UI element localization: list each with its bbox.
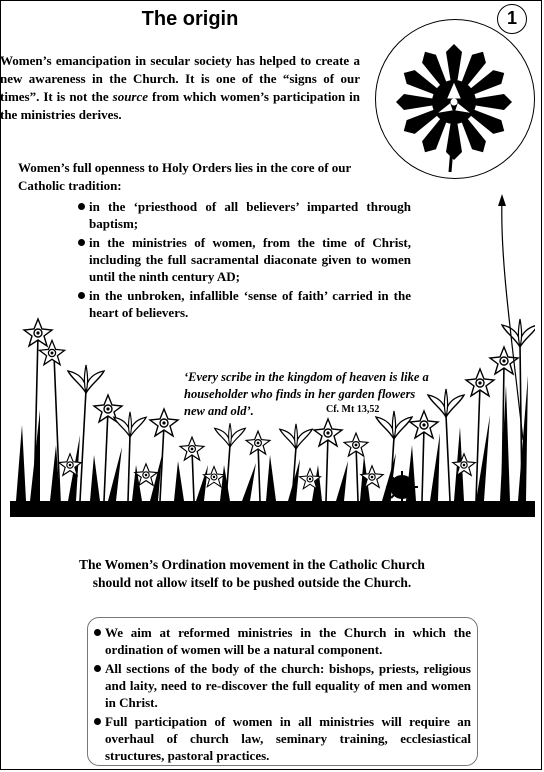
intro-text-1: Women’s emancipation in secular society has helped to create a new awareness in the Church. It is one of the “signs of our times”. It is not the: [0, 53, 360, 104]
list-item: We aim at reformed ministries in the Church in which the ordination of women will be a natural component.: [94, 624, 471, 658]
list-item: All sections of the body of the church: bishops, priests, religious and laity, need to re-discover the full equality of men and women in Christ.: [94, 660, 471, 711]
intro-italic: source: [112, 89, 149, 104]
section1-bullet-list: [78, 198, 411, 323]
section2-heading: The Women’s Ordination movement in the Catholic Church should not allow itself to be pushed outside the Church.: [79, 557, 425, 590]
list-item: Full participation of women in all ministries will require an overhaul of church law, seminary training, ecclesiastical structures, pastoral practices.: [94, 713, 471, 764]
page-title: The origin: [141, 8, 239, 30]
intro-text-2: from which women’s participation in the ministries derives.: [0, 89, 360, 122]
scripture-quote: ‘Every scribe in the kingdom of heaven is like a householder who finds in her garden flowers new and old’.: [184, 370, 429, 418]
list-item: in the ministries of women, from the time of Christ, including the full sacramental diaconate given to women until the ninth century AD;: [78, 234, 411, 285]
list-item: in the unbroken, infallible ‘sense of faith’ carried in the heart of believers.: [78, 287, 411, 321]
section1-lead: Women’s full openness to Holy Orders lies in the core of our Catholic tradition:: [18, 160, 352, 193]
intro-paragraph: [0, 52, 360, 124]
cornflower-icon: [376, 20, 533, 177]
scripture-citation: Cf. Mt 13,52: [326, 404, 380, 415]
cornflower-illustration: [375, 19, 535, 179]
list-item: in the ‘priesthood of all believers’ imparted through baptism;: [78, 198, 411, 232]
section2-bullet-list: [94, 624, 471, 766]
page-number: 1: [497, 4, 527, 34]
